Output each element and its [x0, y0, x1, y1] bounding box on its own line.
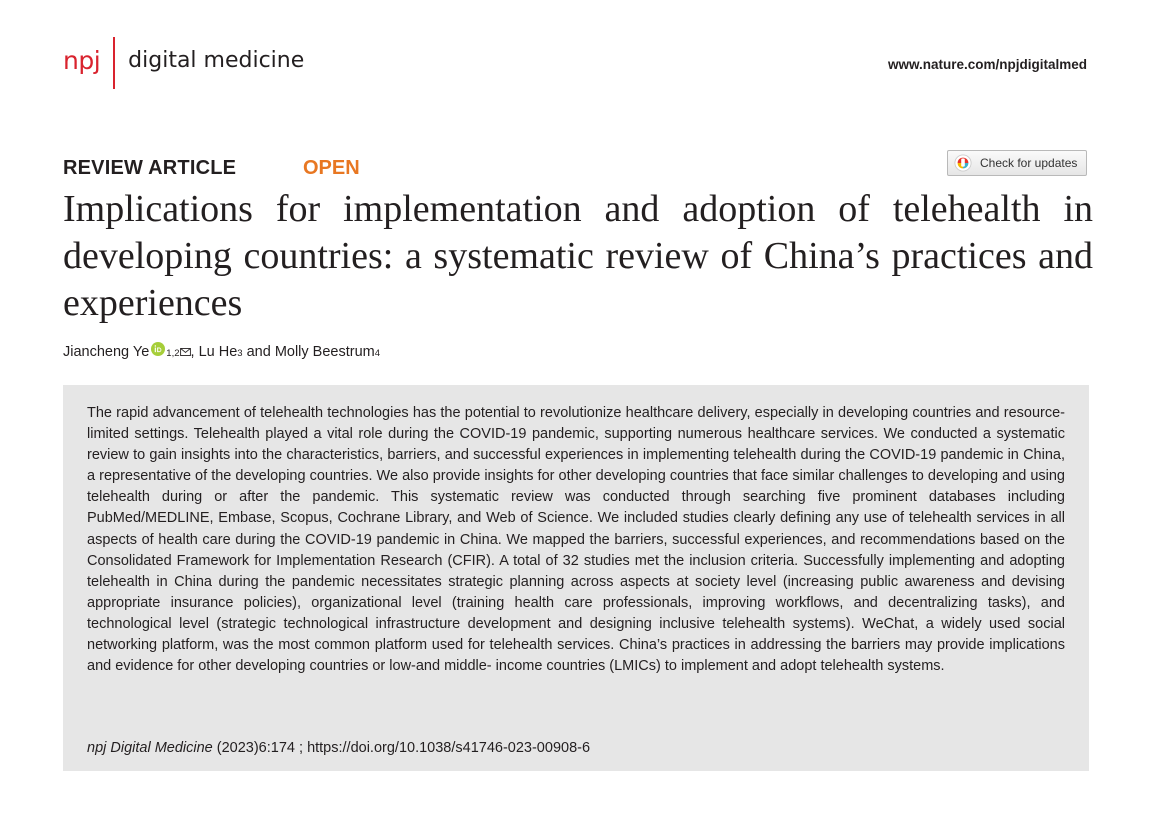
author-list — [63, 342, 380, 360]
orcid-icon[interactable] — [151, 342, 165, 356]
open-access-label: OPEN — [303, 157, 360, 179]
article-title: Implications for implementation and adoption of telehealth in developing countries: a systematic review of China’s practices and experiences — [63, 188, 1093, 324]
check-for-updates-button[interactable] — [947, 150, 1087, 176]
citation-journal: npj Digital Medicine — [87, 740, 213, 756]
citation-details: (2023)6:174 — [212, 740, 295, 756]
abstract-panel — [63, 385, 1089, 771]
journal-logo[interactable] — [63, 36, 304, 90]
author-separator: , — [190, 344, 199, 360]
crossmark-icon — [954, 154, 972, 172]
author-name[interactable]: Jiancheng Ye — [63, 344, 150, 360]
article-type: REVIEW ARTICLE — [63, 157, 237, 179]
abstract-text: The rapid advancement of telehealth technologies has the potential to revolutionize healthcare delivery, especially in developing countries and resource-limited settings. Telehealth played a vital role during the COVID-19 pandemic, supporting numerous healthcare services. We conducted a systematic review to gain insights into the characteristics, barriers, and successful experiences in implementing telehealth during the COVID-19 pandemic in China, a representative of the developing countries. We also provide insights for other developing countries that face similar challenges to developing and using telehealth during or after the pandemic. This systematic review was conducted through searching five prominent databases including PubMed/MEDLINE, Embase, Scopus, Cochrane Library, and Web of Science. We included studies clearly defining any use of telehealth services in all aspects of health care during the COVID-19 pandemic in China. We mapped the barriers, successful experiences, and recommendations based on the Consolidated Framework for Implementation Research (CFIR). A total of 32 studies met the inclusion criteria. Successfully implementing and adopting telehealth in China during the pandemic necessitates strategic planning across aspects at society level (increasing public awareness and devising appropriate insurance policies), organizational level (training health care professionals, improving workflows, and decentralizing tasks), and technological level (strategic technological infrastructure development and designing inclusive telehealth systems). WeChat, a widely used social networking platform, was the most common platform used for telehealth services. China’s practices in addressing the barriers may provide implications and evidence for other developing countries or low-and middle- income countries (LMICs) to implement and adopt telehealth systems. — [87, 405, 1065, 675]
logo-npj: npj — [63, 45, 101, 75]
journal-url-link[interactable]: www.nature.com/npjdigitalmed — [887, 57, 1087, 72]
doi-link[interactable]: https://doi.org/10.1038/s41746-023-00908-6 — [307, 740, 591, 756]
author-name[interactable]: Lu He — [198, 344, 238, 360]
author-affiliation: 1,2 — [166, 348, 180, 359]
check-for-updates-label: Check for updates — [980, 156, 1078, 170]
author-affiliation: 3 — [237, 348, 243, 359]
citation-separator: ; — [294, 740, 308, 756]
citation-line — [87, 740, 590, 756]
mail-icon[interactable] — [180, 348, 191, 356]
author-name[interactable]: Molly Beestrum — [274, 344, 375, 360]
author-separator: and — [242, 344, 275, 360]
logo-journal-name: digital medicine — [128, 47, 305, 73]
author-affiliation: 4 — [374, 348, 381, 359]
logo-divider — [113, 37, 115, 89]
